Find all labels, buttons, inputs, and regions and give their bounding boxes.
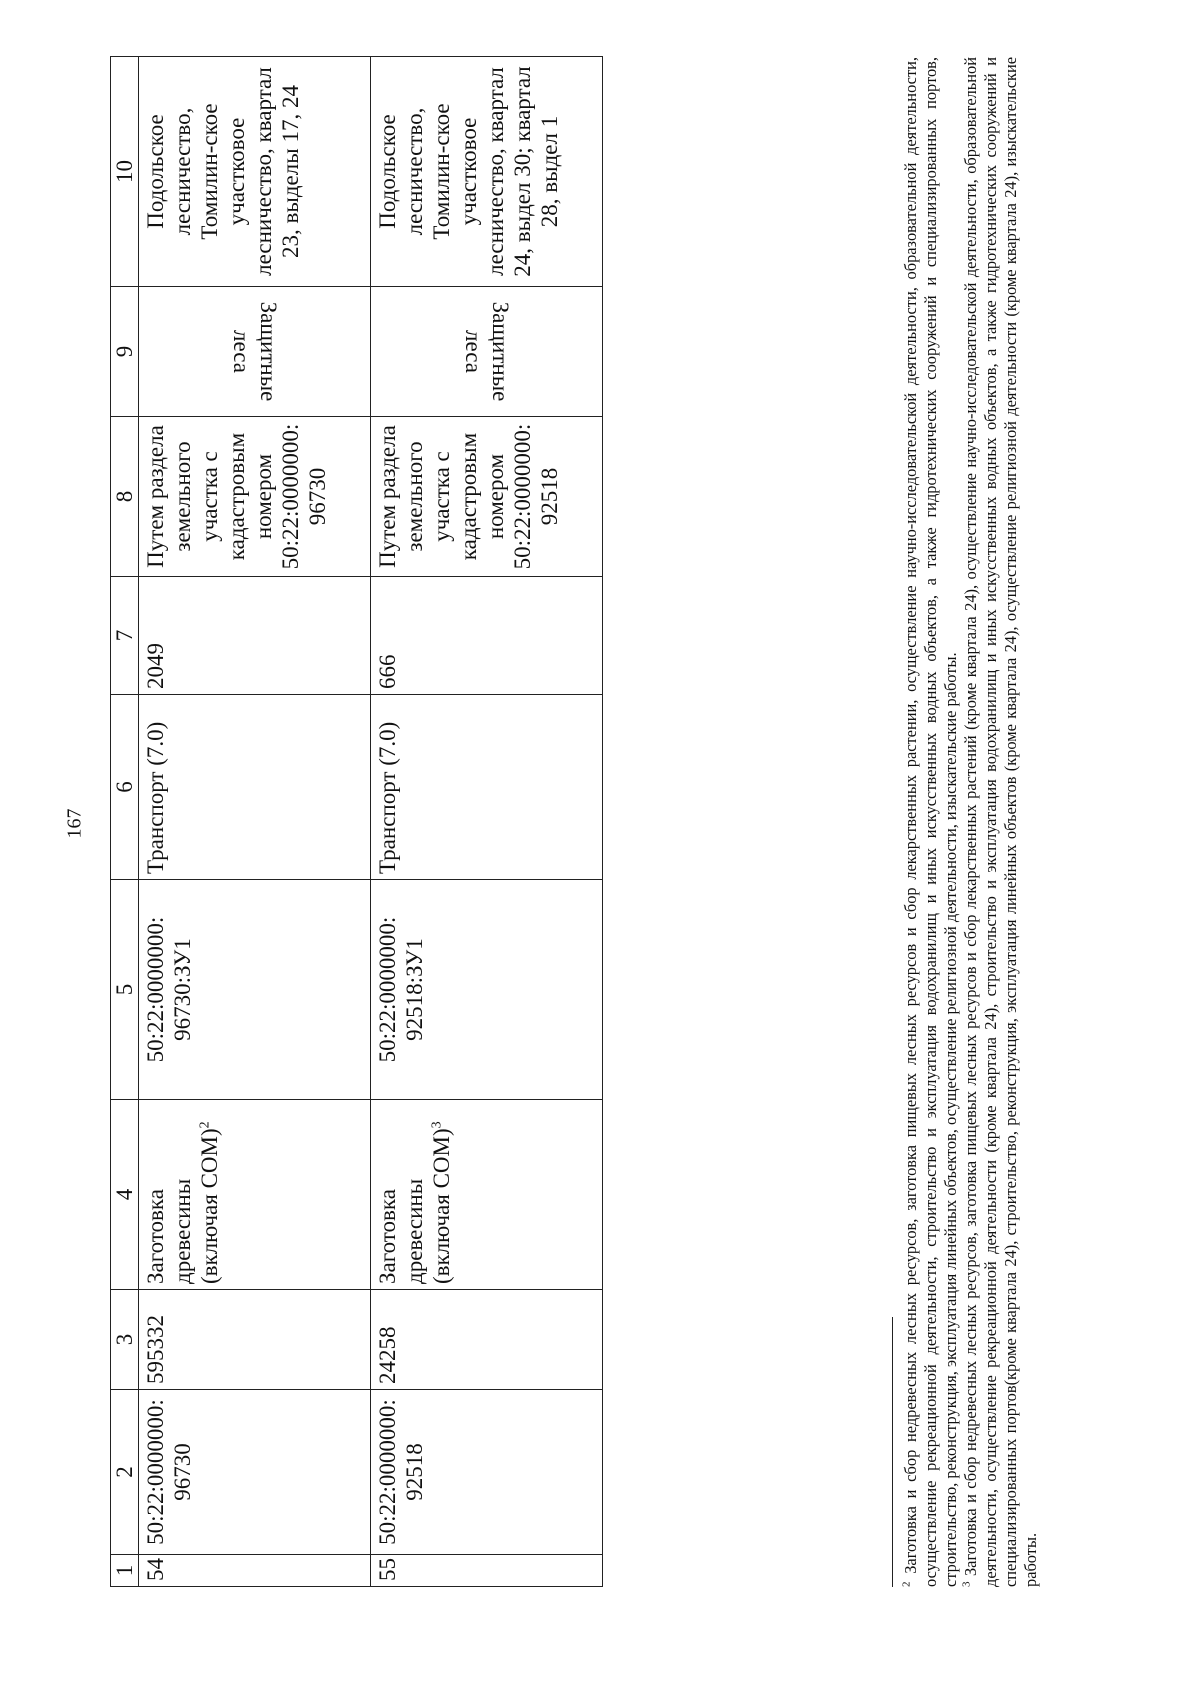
category-cell: Транспорт (7.0) [139,695,371,880]
footnote-2-text: Заготовка и сбор недревесных лесных ресурсов, заготовка пищевых лесных ресурсов и сбор лекарственных растении, осуществление научно-исследовательской деятельности, образовательной деятельности, осуществление рекреационной деятельности, строительство и эксплуатация водохранилищ и иных искусственных водных объектов, а также гидротехнических сооружений и специализированных портов, строительство, реконструкция, эксплуатация линейных объектов, осуществление религиозной деятельности, изыскательские работы. [901,57,960,1587]
header-cell-3: 3 [111,1290,139,1390]
cadastral-number-cell: 50:22:0000000: 92518 [371,1390,603,1555]
footnote-mark: 2 [197,1121,213,1129]
forest-category-text: Защитные леса [228,301,281,402]
cadastral-number-cell: 50:22:0000000: 96730 [139,1390,371,1555]
new-plot-number-cell: 50:22:0000000: 96730:ЗУ1 [139,880,371,1100]
header-cell-7: 7 [111,577,139,695]
location-cell: Подольское лесничество, Томилин-ское участковое лесничество, квартал 24, выдел 30; квартал 28, выдел 1 [371,57,603,287]
forest-plots-table-wrapper [110,57,603,1587]
new-area-cell: 666 [371,577,603,695]
row-number-cell: 55 [371,1555,603,1587]
new-area-cell: 2049 [139,577,371,695]
area-cell: 24258 [371,1290,603,1390]
header-cell-10: 10 [111,57,139,287]
area-cell: 595332 [139,1290,371,1390]
footnote-3-mark: 3 [960,1581,973,1587]
header-row [111,57,139,1587]
footnote-3 [961,57,1041,1587]
forest-category-cell [139,287,371,417]
header-cell-1: 1 [111,1555,139,1587]
row-number-cell: 54 [139,1555,371,1587]
new-plot-number-cell: 50:22:0000000: 92518:ЗУ1 [371,880,603,1100]
rotated-sheet [110,57,1090,1587]
formation-method-cell: Путем раздела земельного участка с кадастровым номером 50:22:0000000: 96730 [139,417,371,577]
page-number: 167 [63,808,86,839]
usage-type-text: Заготовка древесины (включая СОМ) [375,1128,454,1284]
forest-category-text: Защитные леса [460,301,513,402]
category-cell: Транспорт (7.0) [371,695,603,880]
formation-method-cell: Путем раздела земельного участка с кадастровым номером 50:22:0000000: 92518 [371,417,603,577]
header-cell-6: 6 [111,695,139,880]
table-row [371,57,603,1587]
footnote-mark: 3 [429,1121,445,1129]
footnote-separator [892,1317,893,1587]
table-row [139,57,371,1587]
header-cell-5: 5 [111,880,139,1100]
usage-type-cell [371,1100,603,1290]
usage-type-cell [139,1100,371,1290]
usage-type-text: Заготовка древесины (включая СОМ) [143,1128,222,1284]
forest-category-cell [371,287,603,417]
forest-plots-table [110,56,603,1587]
location-cell: Подольское лесничество, Томилин-ское участковое лесничество, квартал 23, выделы 17, 24 [139,57,371,287]
header-cell-8: 8 [111,417,139,577]
header-cell-2: 2 [111,1390,139,1555]
footnote-2-mark: 2 [900,1581,913,1587]
header-cell-4: 4 [111,1100,139,1290]
footnote-3-text: Заготовка и сбор недревесных лесных ресурсов, заготовка пищевых лесных ресурсов и сбор лекарственных растений (кроме квартала 24), осуществление научно-исследовательской деятельности, образовательной деятельности, осуществление рекреационной деятельности (кроме квартала 24), строительство и эксплуатация водохранилищ и иных искусственных водных объектов, а также гидротехнических сооружений и специализированных портов(кроме квартала 24), строительство, реконструкция, эксплуатация линейных объектов (кроме квартала 24), осуществление религиозной деятельности (кроме квартала 24), изыскательские работы. [961,57,1040,1587]
footnote-2 [901,57,961,1587]
footnotes [892,57,1041,1587]
header-cell-9: 9 [111,287,139,417]
